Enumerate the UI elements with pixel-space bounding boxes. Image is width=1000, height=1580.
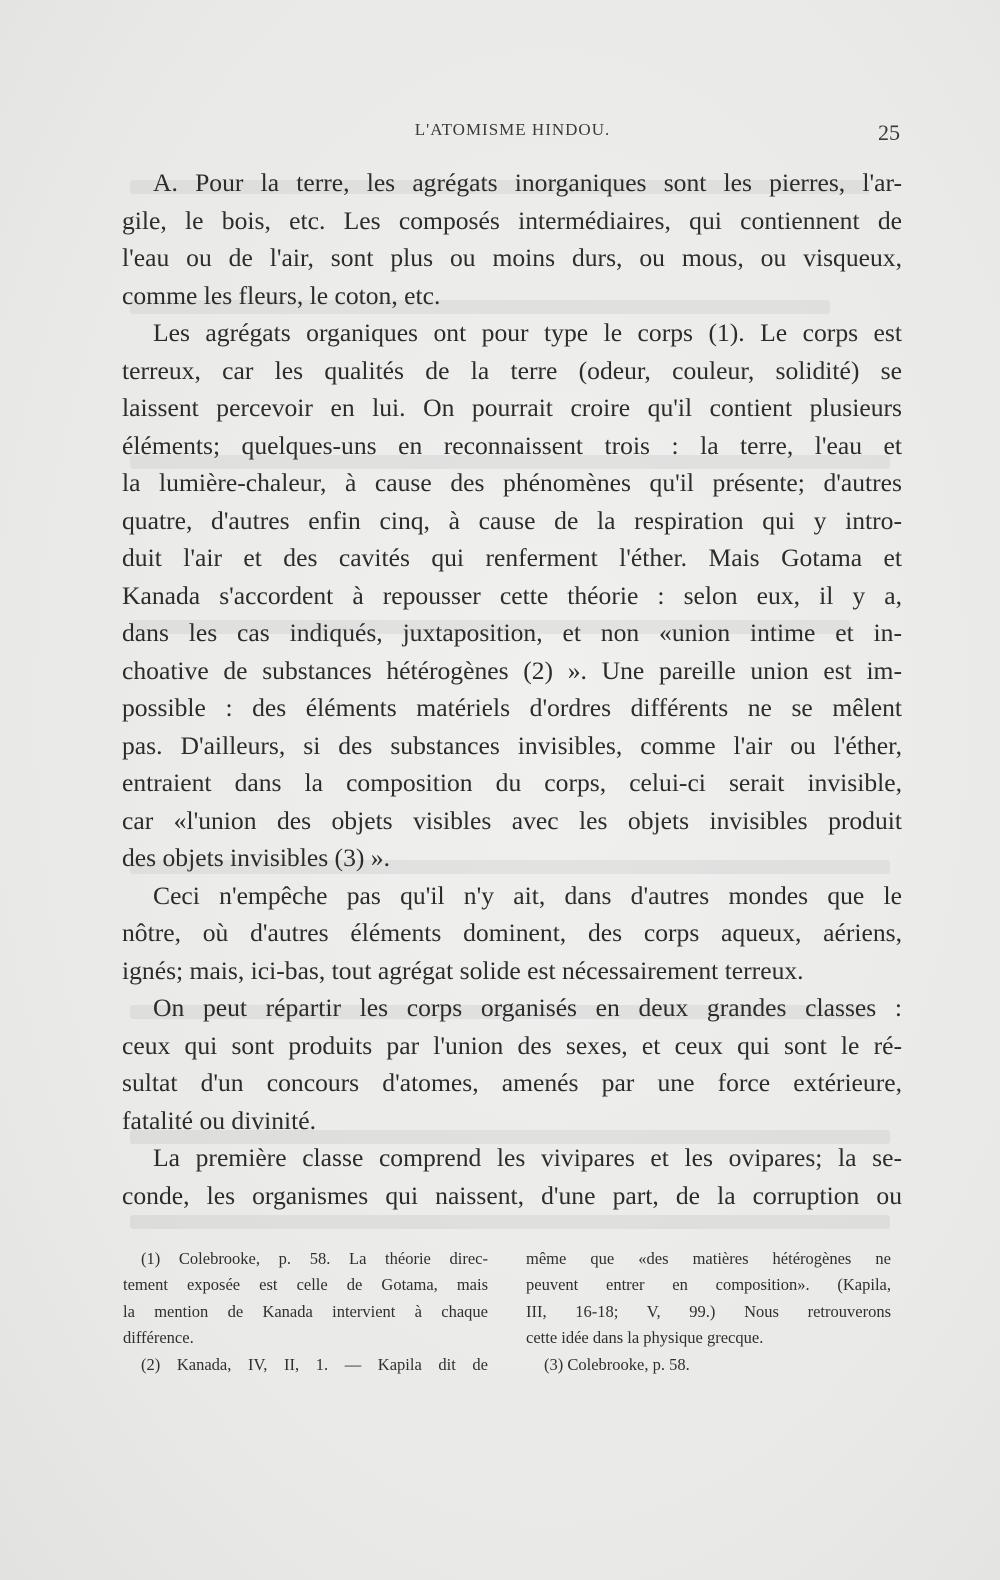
text-line: éléments; quelques-uns en reconnaissent trois : la terre, l'eau et bbox=[122, 430, 902, 460]
footnote-line: tement exposée est celle de Gotama, mais bbox=[123, 1275, 488, 1295]
text-line: sultat d'un concours d'atomes, amenés par une force extérieure, bbox=[122, 1068, 902, 1097]
footnote-line: (1) Colebrooke, p. 58. La théorie direc- bbox=[141, 1249, 488, 1268]
footnote-line: III, 16-18; V, 99.) Nous retrouverons bbox=[526, 1301, 891, 1321]
footnote-line: la mention de Kanada intervient à chaque bbox=[123, 1301, 488, 1321]
text-line: Les agrégats organiques ont pour type le corps (1). Le corps est bbox=[153, 318, 902, 347]
page-number: 25 bbox=[878, 120, 900, 145]
running-head-title: L'ATOMISME HINDOU. bbox=[414, 120, 611, 139]
footnotes-left-column bbox=[123, 1246, 488, 1378]
text-line: car «l'union des objets visibles avec les objets invisibles produit bbox=[122, 805, 902, 835]
footnote-line: différence. bbox=[123, 1328, 194, 1348]
footnote-line: cette idée dans la physique grecque. bbox=[526, 1328, 764, 1348]
running-head bbox=[125, 120, 900, 150]
footnotes-right-column bbox=[526, 1246, 891, 1378]
body-text bbox=[122, 164, 902, 1214]
text-line: fatalité ou divinité. bbox=[122, 1105, 317, 1135]
text-line: l'eau ou de l'air, sont plus ou moins durs, ou mous, ou visqueux, bbox=[122, 243, 902, 272]
text-line: comme les fleurs, le coton, etc. bbox=[122, 280, 441, 310]
text-line: des objets invisibles (3) ». bbox=[122, 843, 390, 872]
text-line: duit l'air et des cavités qui renferment l'éther. Mais Gotama et bbox=[122, 543, 902, 572]
text-line: dans les cas indiqués, juxtaposition, et non «union intime et in- bbox=[122, 618, 902, 647]
text-line: ceux qui sont produits par l'union des sexes, et ceux qui sont le ré- bbox=[122, 1030, 902, 1060]
text-line: La première classe comprend les vivipares et les ovipares; la se- bbox=[153, 1143, 902, 1172]
text-line: conde, les organismes qui naissent, d'une part, de la corruption ou bbox=[122, 1180, 902, 1210]
text-line: On peut répartir les corps organisés en deux grandes classes : bbox=[153, 993, 902, 1022]
text-line: choative de substances hétérogènes (2) ». Une pareille union est im- bbox=[122, 655, 902, 685]
text-line: A. Pour la terre, les agrégats inorganiques sont les pierres, l'ar- bbox=[153, 168, 902, 197]
footnotes bbox=[123, 1246, 903, 1401]
text-line: la lumière-chaleur, à cause des phénomènes qu'il présente; d'autres bbox=[122, 468, 902, 497]
text-line: gile, le bois, etc. Les composés intermédiaires, qui contiennent de bbox=[122, 205, 902, 235]
text-line: possible : des éléments matériels d'ordres différents ne se mêlent bbox=[122, 693, 902, 722]
text-line: ignés; mais, ici-bas, tout agrégat solide est nécessairement terreux. bbox=[122, 955, 804, 985]
text-line: Ceci n'empêche pas qu'il n'y ait, dans d'autres mondes que le bbox=[153, 880, 902, 910]
text-line: Kanada s'accordent à repousser cette théorie : selon eux, il y a, bbox=[122, 580, 902, 610]
footnote-line: même que «des matières hétérogènes ne bbox=[526, 1249, 891, 1268]
text-line: laissent percevoir en lui. On pourrait croire qu'il contient plusieurs bbox=[122, 393, 902, 422]
text-line: terreux, car les qualités de la terre (odeur, couleur, solidité) se bbox=[122, 355, 902, 385]
text-line: pas. D'ailleurs, si des substances invisibles, comme l'air ou l'éther, bbox=[122, 730, 902, 760]
footnote-line: peuvent entrer en composition». (Kapila, bbox=[526, 1275, 891, 1295]
text-line: quatre, d'autres enfin cinq, à cause de la respiration qui y intro- bbox=[122, 505, 902, 535]
text-line: entraient dans la composition du corps, celui-ci serait invisible, bbox=[122, 768, 902, 797]
footnote-line: (2) Kanada, IV, II, 1. — Kapila dit de bbox=[141, 1354, 488, 1374]
footnote-line: (3) Colebrooke, p. 58. bbox=[544, 1354, 690, 1374]
text-line: nôtre, où d'autres éléments dominent, des corps aqueux, aériens, bbox=[122, 918, 902, 947]
